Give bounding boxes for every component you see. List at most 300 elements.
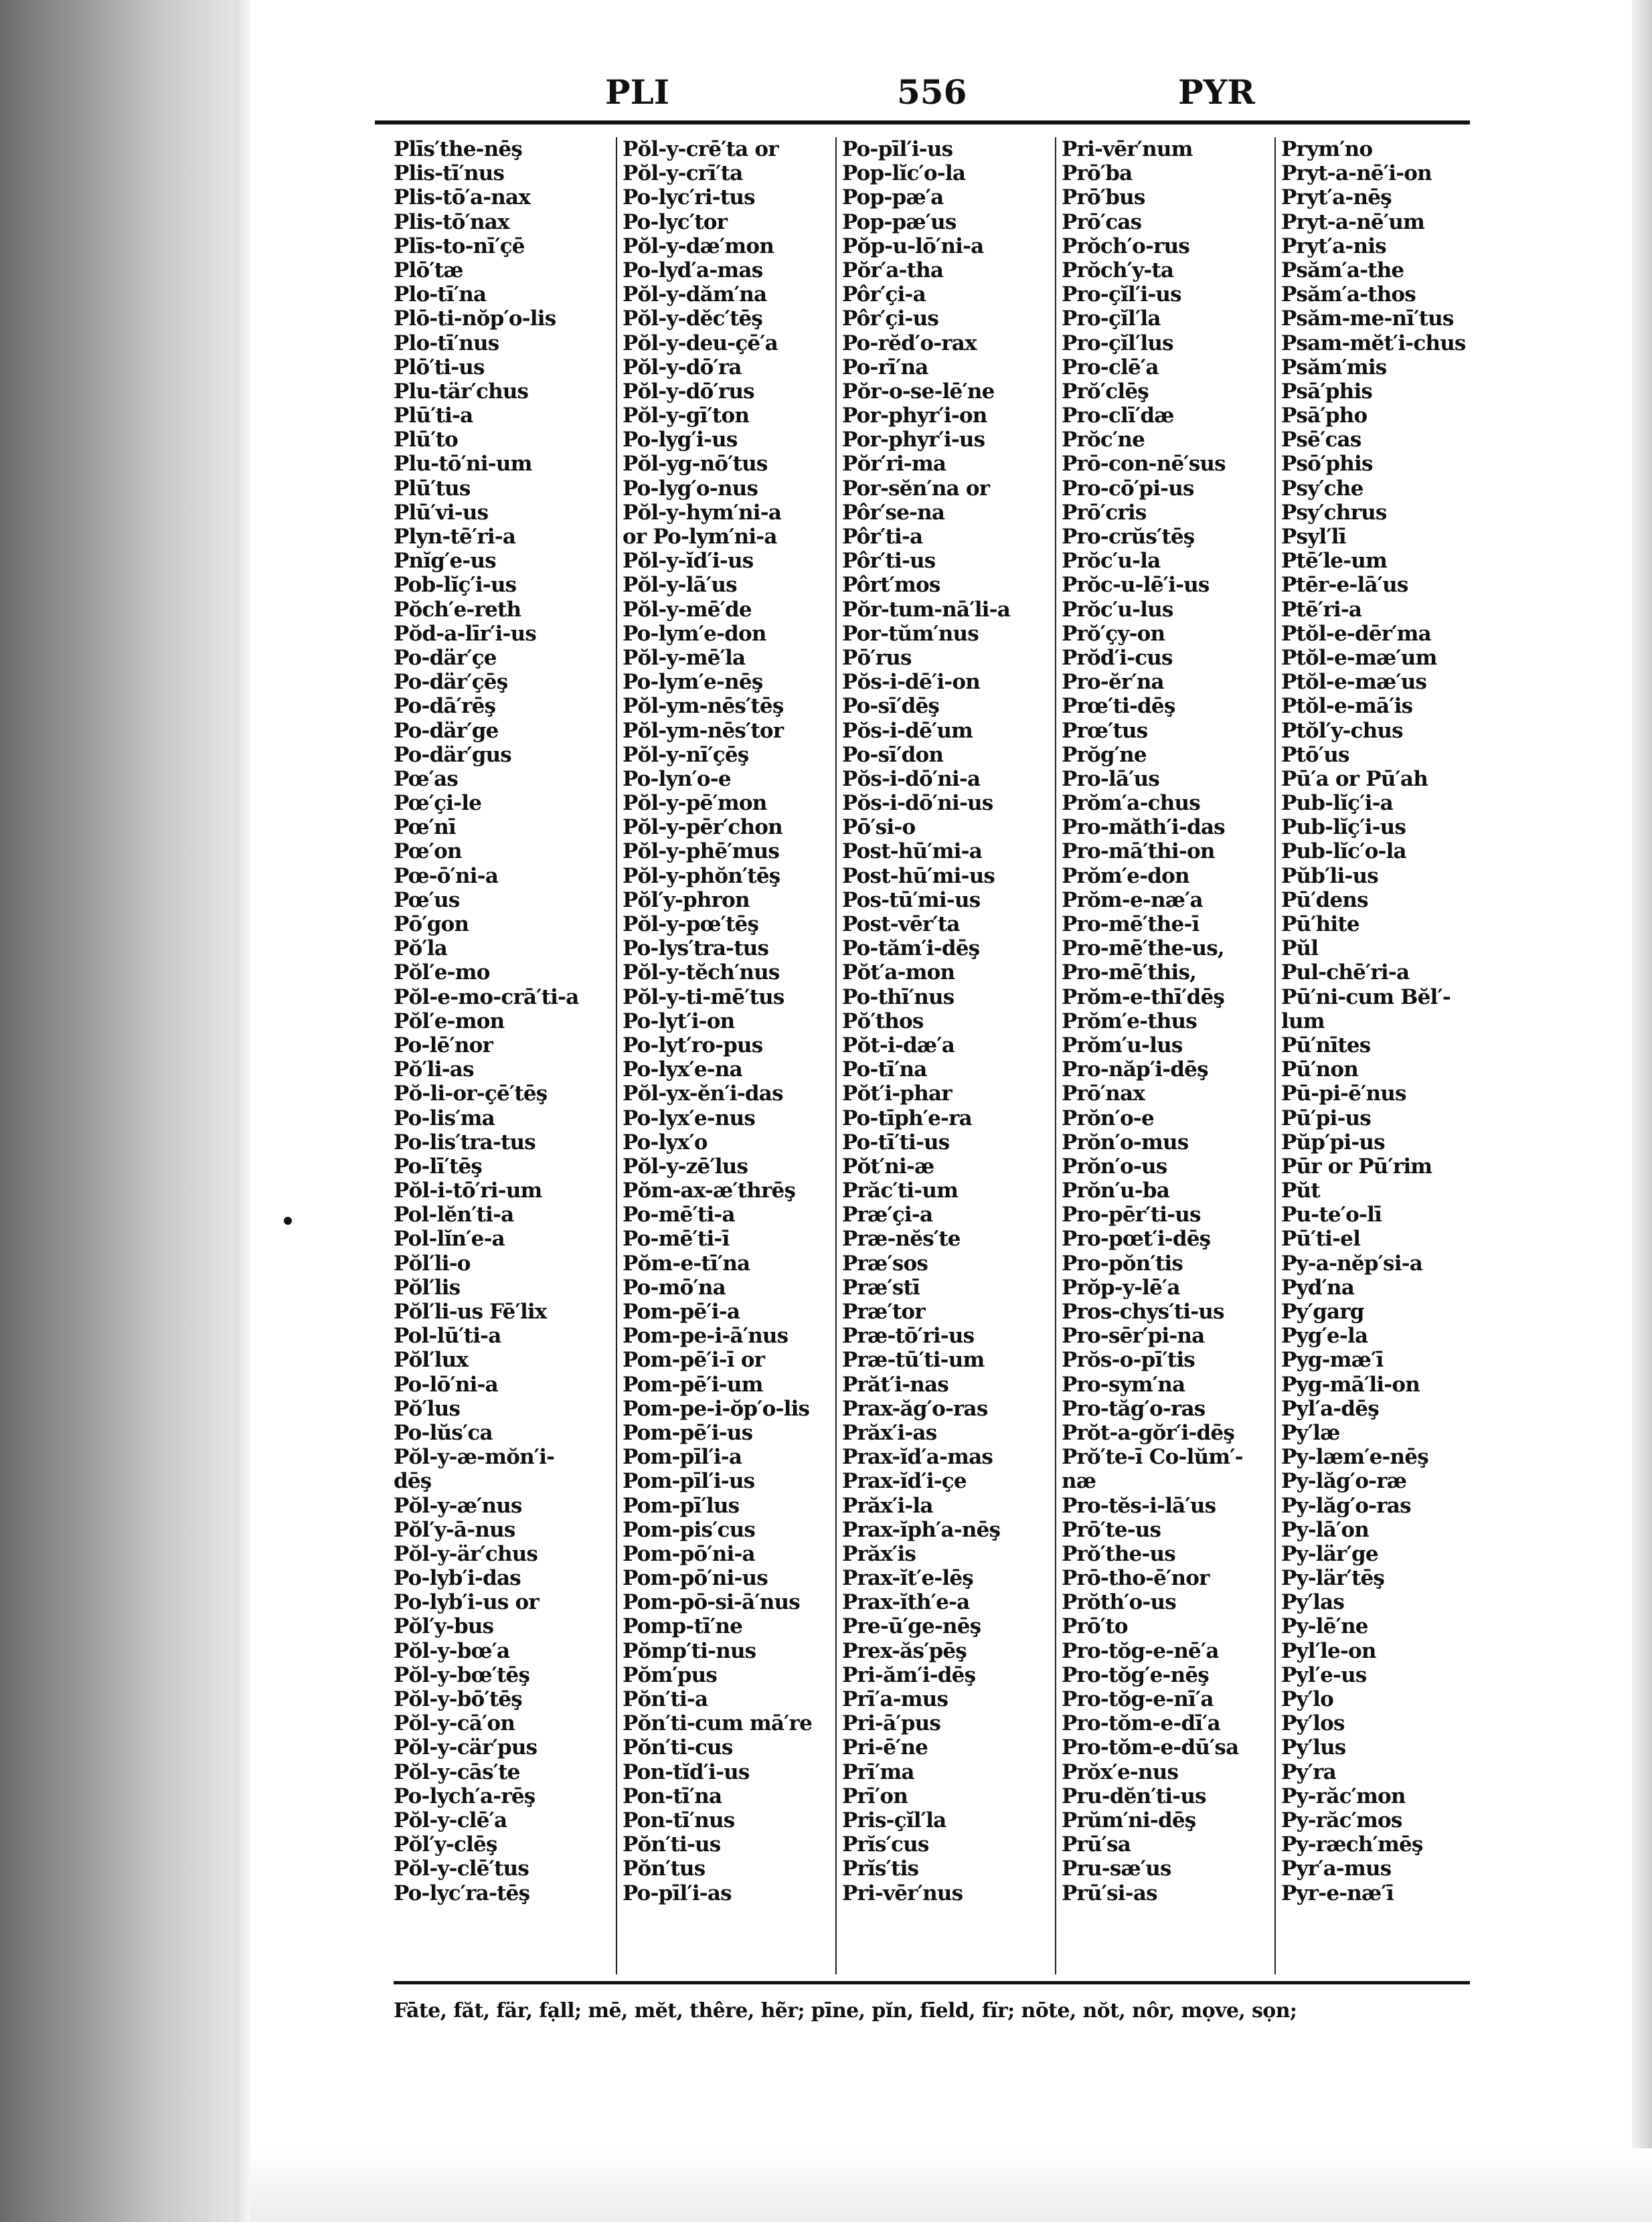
dictionary-entry: Psā′phis	[1281, 379, 1373, 404]
dictionary-entry: Pop-lĭc′o-la	[842, 161, 966, 186]
page-number: 556	[897, 72, 967, 112]
dictionary-entry: Præ′stī	[842, 1275, 920, 1300]
dictionary-entry: Pŏl′li-o	[394, 1251, 471, 1276]
dictionary-entry: Pŏl-y-æ-mŏn′i-	[394, 1445, 555, 1470]
dictionary-entry: Pŏn′tus	[623, 1857, 706, 1881]
dictionary-entry: or Po-lym′ni-a	[623, 525, 777, 549]
header-right-guideword: PYR	[1178, 72, 1255, 112]
dictionary-entry: Prŏch′y-ta	[1062, 258, 1174, 282]
dictionary-page	[375, 0, 1499, 2075]
dictionary-entry: Pŏs-i-dō′ni-us	[842, 791, 993, 816]
dictionary-entry: Pro-sym′na	[1062, 1372, 1185, 1397]
dictionary-entry: Pŏl′e-mon	[394, 1009, 505, 1033]
dictionary-entry: Pŏl-y-ti-mē′tus	[623, 985, 784, 1009]
dictionary-entry: Pom-pō-si-ā′nus	[623, 1590, 800, 1615]
dictionary-entry: Pŏl-y-bœ′a	[394, 1638, 510, 1663]
dictionary-entry: Pŏl-y-pēr′chon	[623, 815, 782, 840]
dictionary-entry: Plu-tō′ni-um	[394, 452, 532, 477]
dictionary-entry: Pop-pæ′a	[842, 185, 944, 210]
dictionary-entry: Pro-mē′this,	[1062, 960, 1197, 985]
dictionary-entry: Pos-tū′mi-us	[842, 887, 981, 912]
dictionary-entry: Pro-pēr′ti-us	[1062, 1203, 1201, 1227]
dictionary-entry: Pyd′na	[1281, 1275, 1354, 1300]
dictionary-entry: Po-lō′ni-a	[394, 1372, 498, 1397]
dictionary-entry: Pu-te′o-lī	[1281, 1203, 1382, 1227]
dictionary-entry: Pŏl-y-gī′ton	[623, 404, 750, 428]
dictionary-entry: Pul-chē′ri-a	[1281, 960, 1410, 985]
dictionary-entry: Pŏl-y-mē′la	[623, 645, 746, 670]
dictionary-entry: Pŏt-i-dæ′a	[842, 1033, 955, 1057]
dictionary-entry: Po-där′çēş	[394, 670, 508, 695]
dictionary-entry: Pryt′a-nēş	[1281, 185, 1392, 210]
dictionary-entry: næ	[1062, 1469, 1096, 1494]
dictionary-entry: Pro-lā′us	[1062, 766, 1160, 791]
dictionary-entry: Pŏp-u-lō′ni-a	[842, 234, 984, 258]
dictionary-entry: Pyl′a-dēş	[1281, 1396, 1379, 1421]
dictionary-entry: Pŏl′y-bus	[394, 1614, 494, 1639]
dictionary-entry: Pro-tăg′o-ras	[1062, 1396, 1206, 1421]
dictionary-entry: Prŏc′u-la	[1062, 549, 1161, 574]
dictionary-entry: Prŏc′u-lus	[1062, 597, 1173, 622]
dictionary-entry: Pub-lĭç′i-us	[1281, 815, 1406, 840]
dictionary-entry: Plis-tō′a-nax	[394, 185, 531, 210]
dictionary-entry: Pôr′ti-us	[842, 549, 936, 574]
dictionary-entry: Po-tīph′e-ra	[842, 1106, 972, 1130]
dictionary-entry: Pryt-a-nē′um	[1281, 209, 1424, 234]
dictionary-entry: Præ-tō′ri-us	[842, 1324, 975, 1349]
dictionary-entry: Po-rī′na	[842, 355, 928, 379]
dictionary-entry: Prŏm-e-thī′dēş	[1062, 985, 1225, 1009]
dictionary-entry: Po-lym′e-nēş	[623, 670, 763, 695]
entry-column-2	[616, 137, 835, 1974]
dictionary-entry: Pro-tŏm-e-dū′sa	[1062, 1735, 1239, 1760]
dictionary-entry: Pŏl′lis	[394, 1275, 461, 1300]
dictionary-entry: Por-phyr′i-on	[842, 404, 987, 428]
dictionary-entry: Py-lär′ge	[1281, 1541, 1378, 1566]
dictionary-entry: Plō-ti-nŏp′o-lis	[394, 307, 556, 331]
dictionary-entry: Pŏl-y-dăm′na	[623, 282, 767, 307]
dictionary-entry: Pŏmp′ti-nus	[623, 1638, 756, 1663]
dictionary-entry: Pŏl-y-phē′mus	[623, 839, 780, 864]
dictionary-entry: Pū′dens	[1281, 887, 1368, 912]
dictionary-entry: Prăx′i-la	[842, 1493, 933, 1518]
dictionary-entry: Pŏ′lus	[394, 1396, 461, 1421]
dictionary-entry: Plo-tī′nus	[394, 331, 499, 355]
dictionary-entry: Pŏl-y-är′chus	[394, 1541, 538, 1566]
entry-column-3	[835, 137, 1055, 1974]
dictionary-entry: Pŏ′thos	[842, 1009, 924, 1033]
dictionary-entry: Pū′non	[1281, 1057, 1358, 1082]
dictionary-entry: Psā′pho	[1281, 404, 1368, 428]
dictionary-entry: Pro-çĭl′i-us	[1062, 282, 1181, 307]
dictionary-entry: Pū-pi-ē′nus	[1281, 1082, 1406, 1106]
dictionary-entry: Pŏr-o-se-lē′ne	[842, 379, 995, 404]
dictionary-entry: Pyl′e-us	[1281, 1662, 1367, 1687]
dictionary-entry: Pŏl-y-clē′tus	[394, 1857, 529, 1881]
running-header	[375, 59, 1479, 119]
dictionary-entry: Prō′bus	[1062, 185, 1145, 210]
dictionary-entry: Prŏc-u-lē′i-us	[1062, 573, 1210, 598]
dictionary-entry: Pro-tŏm-e-dī′a	[1062, 1711, 1220, 1736]
dictionary-entry: Plō′tæ	[394, 258, 463, 282]
dictionary-entry: Prăc′ti-um	[842, 1179, 959, 1203]
dictionary-entry: Pŏl-i-tō′ri-um	[394, 1179, 542, 1203]
dictionary-entry: Pŏl-y-crī′ta	[623, 161, 743, 186]
page-right-edge	[1632, 0, 1652, 2222]
dictionary-entry: Psy′che	[1281, 476, 1364, 501]
dictionary-entry: Prŏn′o-mus	[1062, 1130, 1189, 1155]
dictionary-entry: Po-tăm′i-dēş	[842, 936, 980, 961]
dictionary-entry: Pro-çĭl′lus	[1062, 331, 1173, 355]
dictionary-entry: Po-lyb′i-us or	[394, 1590, 539, 1615]
dictionary-entry: Po-lyt′i-on	[623, 1009, 735, 1033]
dictionary-entry: Pŏl-y-æ′nus	[394, 1493, 522, 1518]
dictionary-entry: Pŏl-y-lā′us	[623, 573, 737, 598]
dictionary-entry: Po-lyc′ra-tēş	[394, 1881, 530, 1905]
dictionary-entry: Pŏr-tum-nā′li-a	[842, 597, 1011, 622]
dictionary-entry: Post-vēr′ta	[842, 912, 960, 936]
dictionary-entry: Prăt′i-nas	[842, 1372, 948, 1397]
dictionary-entry: Py-răc′mon	[1281, 1784, 1406, 1808]
dictionary-entry: Psăm′a-thos	[1281, 282, 1416, 307]
dictionary-entry: Ptŏl-e-mæ′um	[1281, 645, 1437, 670]
dictionary-entry: Pro-çĭl′la	[1062, 307, 1161, 331]
dictionary-entry: Psy′chrus	[1281, 500, 1387, 525]
dictionary-entry: Prax-ĭph′a-nēş	[842, 1517, 1001, 1542]
dictionary-entry: Pre-ū′ge-nēş	[842, 1614, 981, 1639]
dictionary-entry: Pŏl-y-pē′mon	[623, 791, 767, 816]
dictionary-entry: Por-tŭm′nus	[842, 621, 979, 646]
dictionary-entry: Pôr′se-na	[842, 500, 945, 525]
dictionary-entry: Pŏn′ti-a	[623, 1687, 708, 1711]
dictionary-entry: Pŏs-i-dō′ni-a	[842, 766, 981, 791]
dictionary-entry: Po-lych′a-rēş	[394, 1784, 535, 1808]
dictionary-entry: Pri-ā′pus	[842, 1711, 941, 1736]
dictionary-entry: Pūr or Pū′rim	[1281, 1154, 1432, 1179]
dictionary-entry: Po-lē′nor	[394, 1033, 493, 1057]
dictionary-entry: Prŏm′u-lus	[1062, 1033, 1183, 1057]
dictionary-entry: Py′garg	[1281, 1300, 1364, 1324]
dictionary-entry: Prŏ′çy-on	[1062, 621, 1165, 646]
dictionary-entry: Pom-pē′i-um	[623, 1372, 763, 1397]
dictionary-entry: Pŏl-y-pœ′tēş	[623, 912, 759, 936]
dictionary-entry: Por-sĕn′na or	[842, 476, 990, 501]
dictionary-entry: Pō′gon	[394, 912, 469, 936]
dictionary-entry: Pub-lĭc′o-la	[1281, 839, 1406, 864]
dictionary-entry: Pro-năp′i-dēş	[1062, 1057, 1208, 1082]
dictionary-entry: Plū′vi-us	[394, 500, 489, 525]
dictionary-entry: Pŏl-y-bœ′tēş	[394, 1662, 530, 1687]
dictionary-entry: Po-lyg′i-us	[623, 428, 738, 452]
dictionary-entry: Pŭb′li-us	[1281, 863, 1378, 888]
dictionary-entry: Ptō′us	[1281, 742, 1349, 767]
dictionary-entry: Ptŏl-e-dēr′ma	[1281, 621, 1431, 646]
dictionary-entry: Po-tī′ti-us	[842, 1130, 950, 1155]
dictionary-entry: Pro-clī′dæ	[1062, 404, 1174, 428]
dictionary-entry: Prŏn′o-e	[1062, 1106, 1154, 1130]
dictionary-entry: Prŭm′ni-dēş	[1062, 1808, 1196, 1832]
dictionary-entry: Plū′ti-a	[394, 404, 473, 428]
header-rule	[375, 120, 1470, 124]
dictionary-entry: Pŏl-e-mo-crā′ti-a	[394, 985, 579, 1009]
dictionary-entry: Pro-mā′thi-on	[1062, 839, 1215, 864]
dictionary-entry: Po-thī′nus	[842, 985, 955, 1009]
dictionary-entry: Pŏ′la	[394, 936, 448, 961]
dictionary-entry: Pŏm-ax-æ′thrēş	[623, 1179, 796, 1203]
dictionary-entry: Pros-chys′ti-us	[1062, 1300, 1224, 1324]
dictionary-entry: Pō′si-o	[842, 815, 916, 840]
dictionary-entry: Plo-tī′na	[394, 282, 487, 307]
dictionary-entry: Pro-clē′a	[1062, 355, 1159, 379]
dictionary-entry: Pū′a or Pū′ah	[1281, 766, 1428, 791]
dictionary-entry: Pop-pæ′us	[842, 209, 957, 234]
dictionary-entry: Po-lys′tra-tus	[623, 936, 769, 961]
dictionary-entry: Prax-ĭt′e-lēş	[842, 1566, 973, 1591]
dictionary-entry: Pŏl′li-us Fē′lix	[394, 1300, 547, 1324]
dictionary-entry: Pyg-mæ′ī	[1281, 1348, 1384, 1373]
book-spine-shadow	[0, 0, 234, 2222]
dictionary-entry: Pŏl-ym-nēs′tor	[623, 718, 784, 743]
dictionary-entry: Pro-mē′the-ī	[1062, 912, 1200, 936]
dictionary-entry: Pœ-ō′ni-a	[394, 863, 499, 888]
dictionary-entry: Pŏl-y-dō′rus	[623, 379, 754, 404]
dictionary-entry: Prŏm′e-don	[1062, 863, 1189, 888]
dictionary-entry: Po-lyc′ri-tus	[623, 185, 755, 210]
dictionary-entry: Py′læ	[1281, 1420, 1340, 1445]
entry-column-4	[1055, 137, 1274, 1974]
dictionary-entry: Prŏn′u-ba	[1062, 1179, 1169, 1203]
dictionary-entry: Pru-dĕn′ti-us	[1062, 1784, 1206, 1808]
dictionary-entry: Py′los	[1281, 1711, 1345, 1736]
dictionary-entry: Po-mē′ti-a	[623, 1203, 735, 1227]
dictionary-entry: Pom-pī′lus	[623, 1493, 740, 1518]
dictionary-entry: Pol-lĕn′ti-a	[394, 1203, 514, 1227]
dictionary-entry: Præ′tor	[842, 1300, 925, 1324]
dictionary-entry: Prō-tho-ē′nor	[1062, 1566, 1210, 1591]
dictionary-entry: Pro-ĕr′na	[1062, 670, 1164, 695]
dictionary-entry: Py-lā′on	[1281, 1517, 1370, 1542]
dictionary-entry: Pŏd-a-līr′i-us	[394, 621, 536, 646]
dictionary-entry: Pom-pīl′i-us	[623, 1469, 755, 1494]
dictionary-entry: Prŏm′e-thus	[1062, 1009, 1197, 1033]
dictionary-entry: Pŏl-y-mē′de	[623, 597, 752, 622]
dictionary-entry: Prū′sa	[1062, 1832, 1131, 1857]
dictionary-entry: Pŏ-li-or-çē′tēş	[394, 1082, 548, 1106]
dictionary-entry: Pyg-mā′li-on	[1281, 1372, 1420, 1397]
dictionary-entry: Py′lo	[1281, 1687, 1333, 1711]
dictionary-entry: Po-lyx′o	[623, 1130, 708, 1155]
dictionary-entry: Prŏx′e-nus	[1062, 1760, 1179, 1784]
dictionary-entry: Prō′te-us	[1062, 1517, 1161, 1542]
dictionary-entry: Pryt-a-nē′i-on	[1281, 161, 1432, 186]
dictionary-entry: Py-ræch′mēş	[1281, 1832, 1423, 1857]
dictionary-entry: Pŏl-y-deu-çē′a	[623, 331, 778, 355]
dictionary-entry: Po-lyx′e-nus	[623, 1106, 755, 1130]
dictionary-entry: Po-lŭs′ca	[394, 1420, 493, 1445]
dictionary-entry: Psam-mĕt′i-chus	[1281, 331, 1466, 355]
dictionary-entry: Pŏl-y-ĭd′i-us	[623, 549, 754, 574]
dictionary-entry: Plū′tus	[394, 476, 471, 501]
dictionary-entry: Pom-pō′ni-us	[623, 1566, 768, 1591]
dictionary-entry: Prŏ′clēş	[1062, 379, 1149, 404]
dictionary-entry: Prym′no	[1281, 137, 1373, 161]
dictionary-entry: Pro-pŏn′tis	[1062, 1251, 1183, 1276]
dictionary-entry: Plīs-to-nī′çē	[394, 234, 525, 258]
dictionary-entry: Pro-cō′pi-us	[1062, 476, 1194, 501]
dictionary-entry: Prŏn′o-us	[1062, 1154, 1167, 1179]
dictionary-entry: Prŏ′te-ī Co-lŭm′-	[1062, 1445, 1243, 1470]
dictionary-entry: Po-rĕd′o-rax	[842, 331, 977, 355]
dictionary-entry: Psăm′a-the	[1281, 258, 1404, 282]
dictionary-entry: Pomp-tī′ne	[623, 1614, 743, 1639]
dictionary-entry: Pō′rus	[842, 645, 912, 670]
dictionary-entry: Pris-çĭl′la	[842, 1808, 946, 1832]
dictionary-entry: Pro-sēr′pi-na	[1062, 1324, 1205, 1349]
dictionary-entry: Pœ′nī	[394, 815, 456, 840]
dictionary-entry: Po-lyd′a-mas	[623, 258, 763, 282]
dictionary-entry: Po-pīl′i-us	[842, 137, 953, 161]
dictionary-entry: Pŏl′y-clēş	[394, 1832, 497, 1857]
dictionary-entry: Pro-pœt′i-dēş	[1062, 1227, 1211, 1252]
dictionary-entry: Prŏs-o-pī′tis	[1062, 1348, 1195, 1373]
dictionary-entry: Prī′on	[842, 1784, 908, 1808]
dictionary-entry: Pŏl′y-phron	[623, 887, 750, 912]
dictionary-entry: Po-lyx′e-na	[623, 1057, 742, 1082]
dictionary-entry: Ptēr-e-lā′us	[1281, 573, 1408, 598]
dictionary-entry: Pœ′us	[394, 887, 460, 912]
dictionary-entry: Pôrt′mos	[842, 573, 940, 598]
dictionary-entry: Pŏm′pus	[623, 1662, 718, 1687]
dictionary-entry: Pŭt	[1281, 1179, 1320, 1203]
dictionary-entry: Po-tī′na	[842, 1057, 927, 1082]
dictionary-entry: Pyl′le-on	[1281, 1638, 1376, 1663]
dictionary-entry: Prax-ăg′o-ras	[842, 1396, 988, 1421]
dictionary-entry: Prŏ′the-us	[1062, 1541, 1175, 1566]
dictionary-entry: Prex-ăs′pēş	[842, 1638, 967, 1663]
dictionary-entry: Po-lyn′o-e	[623, 766, 731, 791]
dictionary-entry: Pŏt′a-mon	[842, 960, 955, 985]
dictionary-entry: Prŏm-e-næ′a	[1062, 887, 1203, 912]
dictionary-entry: Prī′a-mus	[842, 1687, 948, 1711]
dictionary-entry: Prō-con-nē′sus	[1062, 452, 1226, 477]
dictionary-entry: Plu-tär′chus	[394, 379, 529, 404]
dictionary-entry: Pom-pē′i-a	[623, 1300, 740, 1324]
dictionary-entry: Prŏd′i-cus	[1062, 645, 1173, 670]
dictionary-entry: Py′las	[1281, 1590, 1345, 1615]
dictionary-entry: Po-lym′e-don	[623, 621, 766, 646]
entry-column-1	[394, 137, 612, 1974]
dictionary-entry: Psăm-me-nī′tus	[1281, 307, 1454, 331]
dictionary-entry: Pom-pis′cus	[623, 1517, 755, 1542]
dictionary-entry: Pro-mē′the-us,	[1062, 936, 1224, 961]
dictionary-entry: Plis-tō′nax	[394, 209, 509, 234]
dictionary-entry: Pŏn′ti-cum mā′re	[623, 1711, 812, 1736]
entry-columns	[375, 137, 1470, 1974]
dictionary-entry: Pŏn′ti-us	[623, 1832, 721, 1857]
dictionary-entry: Pol-lĭn′e-a	[394, 1227, 505, 1252]
dictionary-entry: Prœ′ti-dēş	[1062, 694, 1175, 719]
dictionary-entry: Plis-tī′nus	[394, 161, 505, 186]
dictionary-entry: Prŏch′o-rus	[1062, 234, 1189, 258]
page-bottom-shadow	[250, 2148, 1652, 2222]
dictionary-entry: Prŏm′a-chus	[1062, 791, 1200, 816]
dictionary-entry: Pyr-e-næ′ī	[1281, 1881, 1394, 1905]
dictionary-entry: Pon-tĭd′i-us	[623, 1760, 750, 1784]
dictionary-entry: Prax-ĭd′a-mas	[842, 1445, 993, 1470]
dictionary-entry: Pom-pe-i-ŏp′o-lis	[623, 1396, 810, 1421]
dictionary-entry: Præ′sos	[842, 1251, 928, 1276]
dictionary-entry: Plīs′the-nēş	[394, 137, 523, 161]
dictionary-entry: Po-pīl′i-as	[623, 1881, 732, 1905]
dictionary-entry: Pŏt′i-phar	[842, 1082, 952, 1106]
dictionary-entry: Pri-vēr′nus	[842, 1881, 963, 1905]
dictionary-entry: Pyr′a-mus	[1281, 1857, 1392, 1881]
dictionary-entry: Py-răc′mos	[1281, 1808, 1402, 1832]
dictionary-entry: Prŏc′ne	[1062, 428, 1145, 452]
dictionary-entry: Pŏl-y-cās′te	[394, 1760, 520, 1784]
dictionary-entry: Py′lus	[1281, 1735, 1346, 1760]
dictionary-entry: Pŏl-y-nī′çēş	[623, 742, 749, 767]
dictionary-entry: Py-lăg′o-ras	[1281, 1493, 1411, 1518]
dictionary-entry: Pū′pi-us	[1281, 1106, 1371, 1130]
dictionary-entry: Pro-măth′i-das	[1062, 815, 1225, 840]
dictionary-entry: Pœ′as	[394, 766, 459, 791]
dictionary-entry: Psē′cas	[1281, 428, 1361, 452]
dictionary-entry: Pob-lĭç′i-us	[394, 573, 517, 598]
dictionary-entry: Pŏl-y-dĕc′tēş	[623, 307, 763, 331]
dictionary-entry: Po-lyc′tor	[623, 209, 728, 234]
dictionary-entry: Prō′ba	[1062, 161, 1133, 186]
dictionary-entry: Prax-ĭd′i-çe	[842, 1469, 967, 1494]
dictionary-entry: Pŏl-y-crē′ta or	[623, 137, 778, 161]
dictionary-entry: Pro-tŏg-e-nī′a	[1062, 1687, 1214, 1711]
dictionary-entry: Ptŏl-e-mā′is	[1281, 694, 1413, 719]
dictionary-entry: Pŏ′li-as	[394, 1057, 474, 1082]
entry-column-5	[1274, 137, 1477, 1974]
dictionary-entry: Py-læm′e-nēş	[1281, 1445, 1428, 1470]
dictionary-entry: Pŏl-y-clē′a	[394, 1808, 507, 1832]
dictionary-entry: Po-lis′tra-tus	[394, 1130, 535, 1155]
dictionary-entry: Prĭs′cus	[842, 1832, 929, 1857]
dictionary-entry: Po-sī′don	[842, 742, 944, 767]
dictionary-entry: Po-där′çe	[394, 645, 497, 670]
dictionary-entry: Pū′hite	[1281, 912, 1359, 936]
dictionary-entry: Pôr′çi-us	[842, 307, 938, 331]
dictionary-entry: Po-mē′ti-ī	[623, 1227, 730, 1252]
dictionary-entry: Po-dā′rēş	[394, 694, 496, 719]
dictionary-entry: Prō′nax	[1062, 1082, 1145, 1106]
dictionary-entry: Plō′ti-us	[394, 355, 485, 379]
dictionary-entry: Pŏl-yg-nō′tus	[623, 452, 768, 477]
dictionary-entry: Pŏr′ri-ma	[842, 452, 946, 477]
dictionary-entry: Prăx′i-as	[842, 1420, 937, 1445]
dictionary-entry: Præ-nĕs′te	[842, 1227, 961, 1252]
dictionary-entry: Pro-crŭs′tēş	[1062, 525, 1195, 549]
dictionary-entry: Prō′to	[1062, 1614, 1128, 1639]
dictionary-entry: Pŏr′a-tha	[842, 258, 944, 282]
dictionary-entry: Pŏch′e-reth	[394, 597, 521, 622]
dictionary-entry: Pŭp′pi-us	[1281, 1130, 1385, 1155]
dictionary-entry: Pom-pē′i-us	[623, 1420, 753, 1445]
dictionary-entry: Po-där′ge	[394, 718, 499, 743]
dictionary-entry: Pro-tŏg′e-nēş	[1062, 1662, 1209, 1687]
dictionary-entry: Py-a-nĕp′si-a	[1281, 1251, 1423, 1276]
dictionary-entry: Psyl′lī	[1281, 525, 1346, 549]
dictionary-entry: Pryt′a-nis	[1281, 234, 1386, 258]
dictionary-entry: Pū′ni-cum Bĕl′-	[1281, 985, 1451, 1009]
dictionary-entry: Pŭl	[1281, 936, 1319, 961]
dictionary-entry: Pŏs-i-dē′um	[842, 718, 973, 743]
